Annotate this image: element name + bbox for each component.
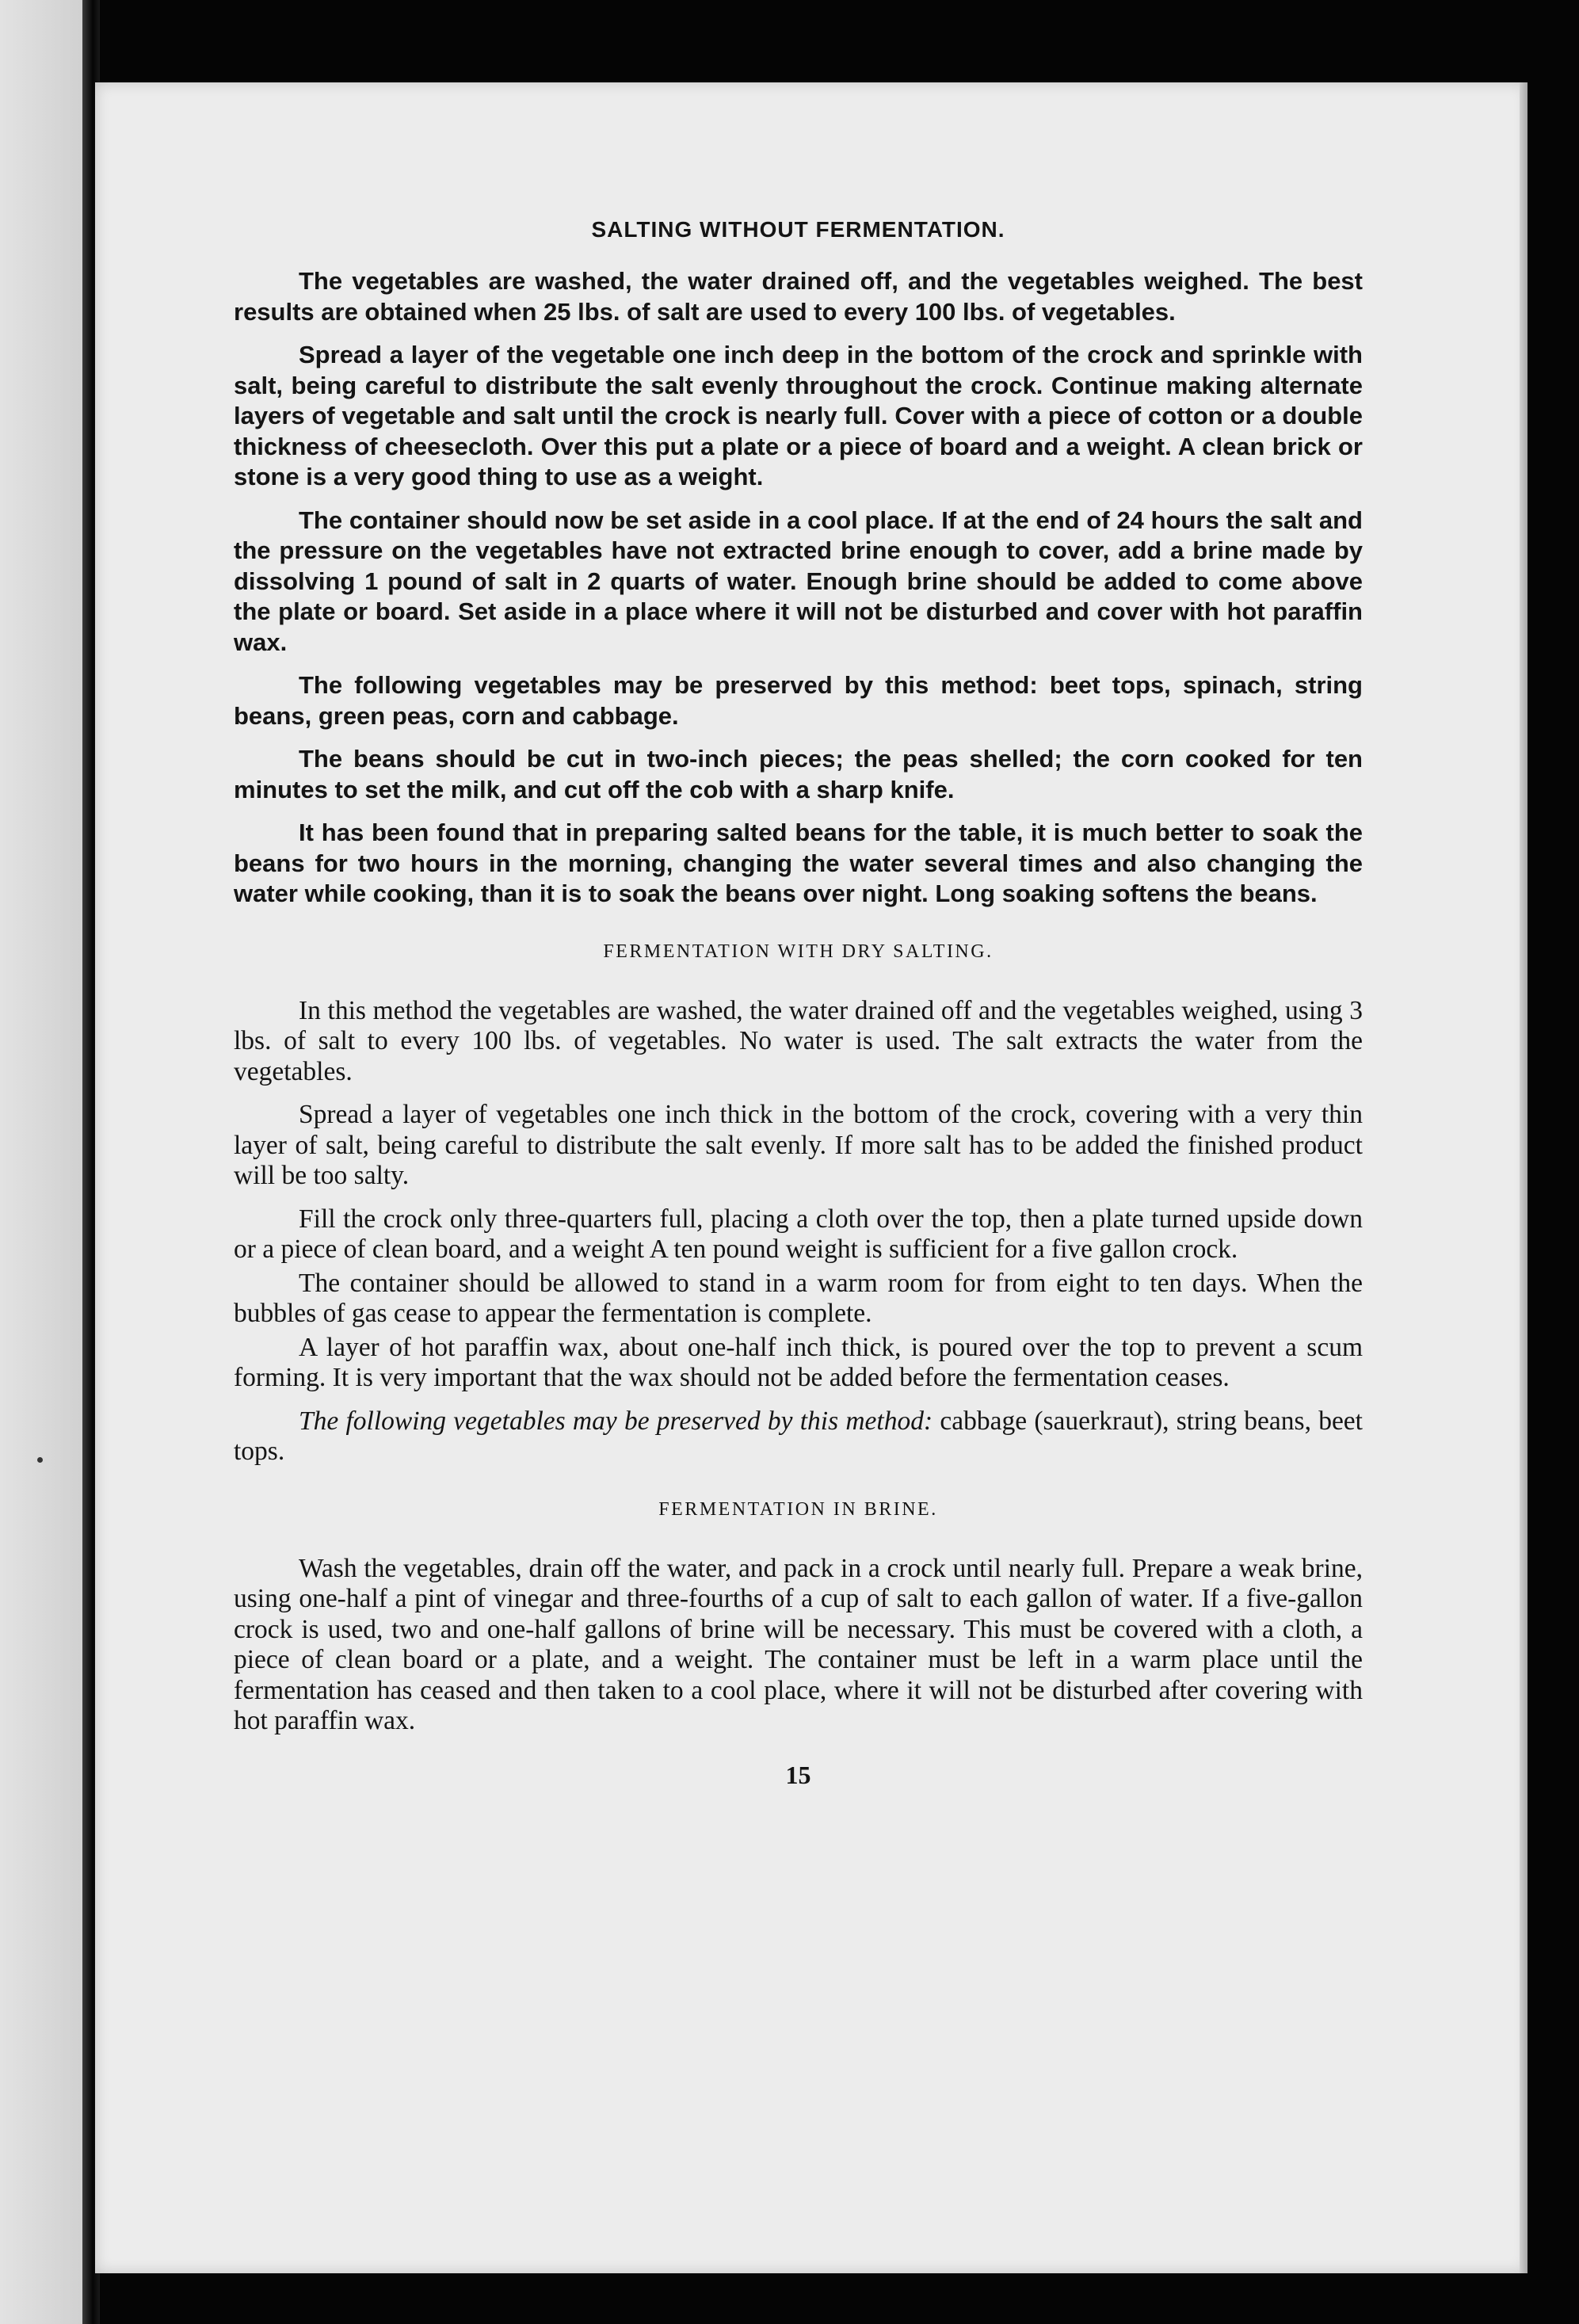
paragraph: The beans should be cut in two-inch pieces; the peas shelled; the corn cooked for ten minutes to set the milk, and cut off the cob with a sharp knife. <box>234 745 1363 803</box>
paragraph: Spread a layer of vegetables one inch thick in the bottom of the crock, covering with a very thin layer of salt, being careful to distribute the salt evenly. If more salt has to be added the finished product will be too salty. <box>234 1100 1363 1190</box>
section-heading-dry-salting: FERMENTATION WITH DRY SALTING. <box>603 941 994 962</box>
page-text <box>234 217 1363 1790</box>
facing-page-edge <box>0 0 89 2324</box>
paragraph-method-list <box>234 1406 1363 1467</box>
section-heading-brine: FERMENTATION IN BRINE. <box>658 1498 938 1520</box>
paragraph: The container should now be set aside in a cool place. If at the end of 24 hours the salt and the pressure on the vegetables have not extracted brine enough to cover, add a brine made by dissolving 1 pound of salt in 2 quarts of water. Enough brine should be added to come above the plate or board. Set aside in a place where it will not be disturbed and cover with hot paraffin wax. <box>234 506 1363 656</box>
paragraph: It has been found that in preparing salted beans for the table, it is much better to soak the beans for two hours in the morning, changing the water several times and also changing the water while cooking, than it is to soak the beans over night. Long soaking softens the beans. <box>234 819 1363 907</box>
section-heading-salting: SALTING WITHOUT FERMENTATION. <box>591 217 1005 242</box>
paragraph: The container should be allowed to stand in a warm room for from eight to ten days. When the bubbles of gas cease to appear the fermentation is complete. <box>234 1268 1363 1328</box>
page-number: 15 <box>785 1760 811 1789</box>
section-fermentation-brine <box>234 1554 1363 1737</box>
paragraph: Fill the crock only three-quarters full, placing a cloth over the top, then a plate turned upside down or a piece of clean board, and a weight A ten pound weight is sufficient for a five gallon crock. <box>234 1204 1363 1264</box>
page-edge <box>1520 82 1528 2273</box>
paragraph: Spread a layer of the vegetable one inch deep in the bottom of the crock and sprinkle with salt, being careful to distribute the salt evenly throughout the crock. Continue making alternate layers of vegetable and salt until the crock is nearly full. Cover with a piece of cotton or a double thickness of cheesecloth. Over this put a plate or a piece of board and a weight. A clean brick or stone is a very good thing to use as a weight. <box>234 341 1363 490</box>
method-lead: The following vegetables may be preserved by this method: <box>299 1406 933 1436</box>
paragraph: Wash the vegetables, drain off the water, and pack in a crock until nearly full. Prepare a weak brine, using one-half a pint of vinegar and three-fourths of a cup of salt to each gallon of water. If a five-gallon crock is used, two and one-half gallons of brine will be necessary. This must be covered with a cloth, a piece of clean board or a plate, and a weight. The container must be left in a warm place until the fermentation has ceased and then taken to a cool place, where it will not be disturbed after covering with hot paraffin wax. <box>234 1553 1363 1735</box>
paragraph: In this method the vegetables are washed, the water drained off and the vegetables weighed, using 3 lbs. of salt to every 100 lbs. of vegetables. No water is used. The salt extracts the water from the vegetables. <box>234 995 1363 1086</box>
method-vegetables: cabbage (sauerkraut), string beans, beet tops. <box>234 1406 1363 1466</box>
section-fermentation-dry-salting <box>234 996 1363 1467</box>
margin-speck <box>37 1457 43 1463</box>
paragraph: A layer of hot paraffin wax, about one-half inch thick, is poured over the top to prevent a scum forming. It is very important that the wax should not be added before the fermentation ceases. <box>234 1332 1363 1392</box>
paragraph: The vegetables are washed, the water drained off, and the vegetables weighed. The best results are obtained when 25 lbs. of salt are used to every 100 lbs. of vegetables. <box>234 267 1363 326</box>
section-salting-without-fermentation <box>234 266 1363 910</box>
paragraph: The following vegetables may be preserved by this method: beet tops, spinach, string beans, green peas, corn and cabbage. <box>234 671 1363 730</box>
book-page <box>95 82 1528 2273</box>
